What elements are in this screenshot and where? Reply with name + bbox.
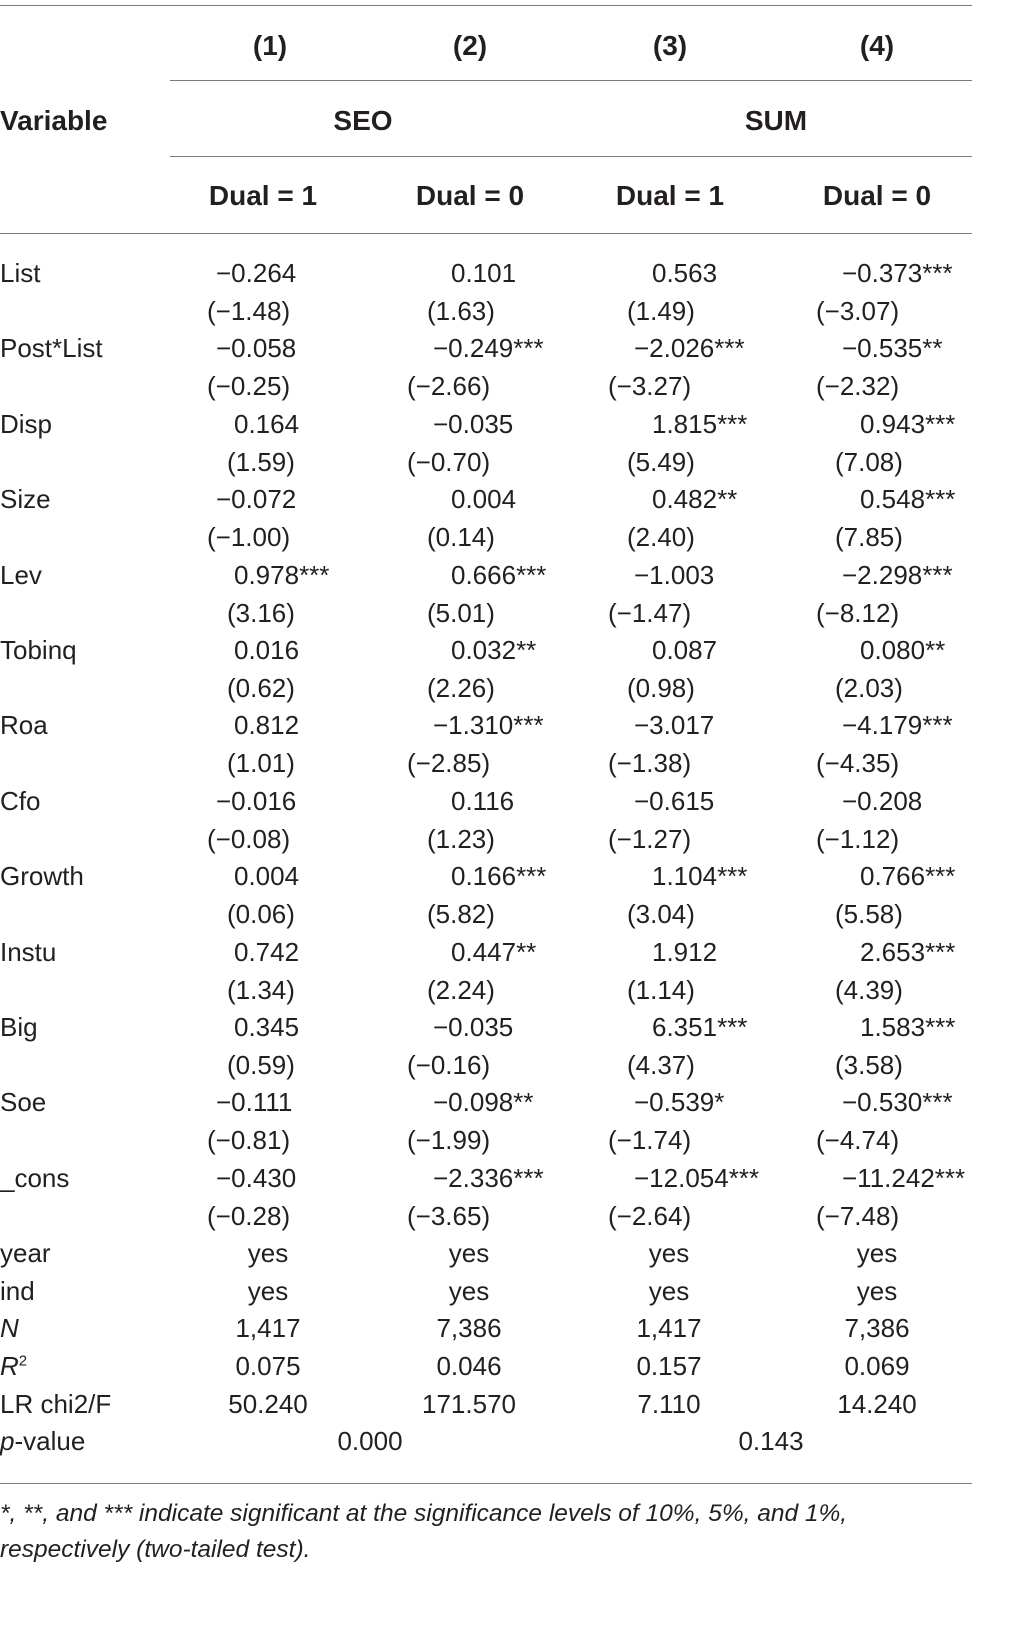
coefficient: −0.111 <box>216 1087 293 1118</box>
pvalue-sum: 0.143 <box>738 1426 804 1457</box>
coefficient: 0.166*** <box>451 861 547 892</box>
stat-value: 7,386 <box>844 1313 910 1344</box>
coefficient: −0.539* <box>634 1087 725 1118</box>
coefficient: −11.242*** <box>842 1162 966 1193</box>
coefficient: −1.310*** <box>433 710 544 741</box>
coefficient: 0.080** <box>860 635 946 665</box>
stat-value: 7,386 <box>436 1313 502 1344</box>
stat-value: 0.069 <box>844 1351 910 1381</box>
coefficient: 1.583*** <box>860 1012 956 1042</box>
t-statistic: (−4.74) <box>816 1125 900 1156</box>
row-label: Roa <box>0 710 48 741</box>
coefficient: −0.058 <box>216 333 297 364</box>
stat-value: yes <box>648 1275 690 1306</box>
coefficient: 0.164 <box>234 408 300 439</box>
t-statistic: (−4.35) <box>816 748 900 779</box>
stat-label: ind <box>0 1275 35 1306</box>
coefficient: −0.530*** <box>842 1087 953 1118</box>
subgroup-header-3: Dual = 1 <box>615 180 725 211</box>
coefficient: 0.812 <box>234 710 300 741</box>
t-statistic: (5.58) <box>835 899 903 930</box>
t-statistic: (−0.81) <box>207 1125 291 1156</box>
row-label: Growth <box>0 861 84 892</box>
stat-value: yes <box>448 1238 490 1269</box>
coefficient: −0.016 <box>216 785 297 816</box>
t-statistic: (−2.66) <box>407 371 491 402</box>
model-number-1: (1) <box>252 30 288 61</box>
t-statistic: (−2.32) <box>816 371 900 402</box>
stat-value: 0.075 <box>235 1351 301 1381</box>
coefficient: 0.004 <box>234 861 300 892</box>
coefficient: 0.943*** <box>860 408 956 439</box>
t-statistic: (−1.38) <box>608 748 692 779</box>
t-statistic: (−2.64) <box>608 1200 692 1231</box>
t-statistic: (0.62) <box>227 673 295 703</box>
top-rule <box>0 5 972 6</box>
stat-value: yes <box>247 1275 289 1306</box>
row-label: Disp <box>0 408 53 439</box>
row-label: Tobinq <box>0 635 77 665</box>
t-statistic: (−1.48) <box>207 296 291 326</box>
stat-label: N <box>0 1313 19 1344</box>
row-label: Big <box>0 1012 38 1042</box>
coefficient: −0.035 <box>433 408 514 439</box>
t-statistic: (2.24) <box>427 974 495 1005</box>
t-statistic: (0.98) <box>627 673 695 703</box>
stat-value: yes <box>856 1238 898 1269</box>
stat-value: 0.157 <box>636 1351 702 1381</box>
t-statistic: (1.01) <box>227 748 295 779</box>
coefficient: 0.116 <box>451 785 515 816</box>
subgroup-header-4: Dual = 0 <box>822 180 932 211</box>
stat-value: 171.570 <box>422 1388 516 1419</box>
t-statistic: (2.40) <box>627 522 695 553</box>
pvalue-label <box>0 1426 86 1457</box>
coefficient: 6.351*** <box>652 1012 748 1042</box>
coefficient: −2.026*** <box>634 333 745 364</box>
t-statistic: (−0.08) <box>207 823 291 854</box>
t-statistic: (−0.28) <box>207 1200 291 1231</box>
coefficient: 0.742 <box>234 936 300 967</box>
t-statistic: (−3.65) <box>407 1200 491 1231</box>
t-statistic: (5.82) <box>427 899 495 930</box>
t-statistic: (−3.27) <box>608 371 692 402</box>
coefficient: 0.016 <box>234 635 300 665</box>
t-statistic: (−0.25) <box>207 371 291 402</box>
t-statistic: (7.85) <box>835 522 903 553</box>
pvalue-label-p: p <box>0 1426 15 1457</box>
t-statistic: (−1.00) <box>207 522 291 553</box>
t-statistic: (0.06) <box>227 899 295 930</box>
t-statistic: (4.39) <box>835 974 903 1005</box>
stat-value: yes <box>247 1238 289 1269</box>
group-header-sum: SUM <box>744 105 808 136</box>
t-statistic: (2.03) <box>835 673 903 703</box>
t-statistic: (−1.12) <box>816 823 900 854</box>
t-statistic: (1.59) <box>227 446 295 477</box>
coefficient: −0.072 <box>216 484 297 515</box>
coefficient: 0.978*** <box>234 559 330 590</box>
stat-label: year <box>0 1238 51 1269</box>
t-statistic: (3.58) <box>835 1050 903 1080</box>
coefficient: 0.004 <box>451 484 517 515</box>
row-label: Lev <box>0 559 42 590</box>
t-statistic: (7.08) <box>835 446 903 477</box>
t-statistic: (−1.27) <box>608 823 692 854</box>
pvalue-seo: 0.000 <box>337 1426 403 1457</box>
coefficient: 1.104*** <box>652 861 748 892</box>
coefficient: −0.035 <box>433 1012 514 1042</box>
stat-value: 50.240 <box>228 1388 308 1419</box>
stat-label: LR chi2/F <box>0 1388 112 1419</box>
t-statistic: (−7.48) <box>816 1200 900 1231</box>
coefficient: −0.264 <box>216 258 297 288</box>
header-rule-2 <box>170 156 972 157</box>
bottom-rule <box>0 1483 972 1484</box>
r-squared-superscript: 2 <box>18 1352 28 1370</box>
coefficient: −0.535** <box>842 333 943 364</box>
stat-label <box>0 1353 27 1379</box>
t-statistic: (−1.47) <box>608 597 692 628</box>
t-statistic: (−1.99) <box>407 1125 491 1156</box>
t-statistic: (1.23) <box>427 823 495 854</box>
subgroup-header-2: Dual = 0 <box>415 180 525 211</box>
footnote-line-2: respectively (two-tailed test). <box>0 1536 311 1563</box>
footnote-line-1: *, **, and *** indicate significant at the significance levels of 10%, 5%, and 1%, <box>0 1500 848 1527</box>
variable-header: Variable <box>0 105 108 136</box>
stat-value: 14.240 <box>837 1388 917 1419</box>
model-number-4: (4) <box>859 30 895 61</box>
pvalue-label-suffix: -value <box>14 1426 86 1457</box>
stat-value: 7.110 <box>637 1388 701 1419</box>
row-label: Soe <box>0 1087 47 1118</box>
coefficient: −0.208 <box>842 785 923 816</box>
coefficient: −2.336*** <box>433 1162 544 1193</box>
coefficient: 1.912 <box>652 936 718 967</box>
row-label: Size <box>0 484 51 515</box>
coefficient: 0.666*** <box>451 559 547 590</box>
t-statistic: (−8.12) <box>816 597 900 628</box>
row-label: Cfo <box>0 785 41 816</box>
stat-value: 1,417 <box>235 1313 301 1344</box>
coefficient: −0.430 <box>216 1162 297 1193</box>
coefficient: −0.098** <box>433 1087 534 1118</box>
coefficient: 0.482** <box>652 484 738 515</box>
coefficient: 1.815*** <box>652 408 748 439</box>
t-statistic: (1.49) <box>627 296 695 326</box>
row-label: Instu <box>0 936 57 967</box>
t-statistic: (3.04) <box>627 899 695 930</box>
coefficient: 0.563 <box>652 258 718 288</box>
coefficient: 0.101 <box>451 258 517 288</box>
stat-value: yes <box>856 1275 898 1306</box>
coefficient: 0.447** <box>451 936 537 967</box>
coefficient: −1.003 <box>634 559 715 590</box>
t-statistic: (−2.85) <box>407 748 491 779</box>
t-statistic: (5.01) <box>427 597 495 628</box>
t-statistic: (5.49) <box>627 446 695 477</box>
t-statistic: (1.34) <box>227 974 295 1005</box>
subgroup-header-1: Dual = 1 <box>208 180 318 211</box>
row-label: List <box>0 258 41 288</box>
coefficient: −0.249*** <box>433 333 544 364</box>
r-squared-label: R <box>0 1351 19 1381</box>
model-number-2: (2) <box>452 30 488 61</box>
t-statistic: (0.59) <box>227 1050 295 1080</box>
coefficient: −0.373*** <box>842 258 953 288</box>
t-statistic: (−3.07) <box>816 296 900 326</box>
coefficient: −0.615 <box>634 785 715 816</box>
t-statistic: (4.37) <box>627 1050 695 1080</box>
row-label: _cons <box>0 1162 70 1193</box>
t-statistic: (−1.74) <box>608 1125 692 1156</box>
coefficient: −2.298*** <box>842 559 953 590</box>
t-statistic: (0.14) <box>427 522 495 553</box>
header-rule-1 <box>170 80 972 81</box>
stat-value: yes <box>448 1275 490 1306</box>
coefficient: −3.017 <box>634 710 715 741</box>
coefficient: 0.766*** <box>860 861 956 892</box>
row-label: Post*List <box>0 333 103 364</box>
coefficient: −12.054*** <box>634 1162 760 1193</box>
t-statistic: (1.14) <box>627 974 695 1005</box>
t-statistic: (2.26) <box>427 673 495 703</box>
coefficient: 0.032** <box>451 635 537 665</box>
coefficient: −4.179*** <box>842 710 953 741</box>
coefficient: 0.548*** <box>860 484 956 515</box>
model-number-3: (3) <box>652 30 688 61</box>
coefficient: 0.087 <box>652 635 718 665</box>
coefficient: 2.653*** <box>860 936 956 967</box>
t-statistic: (−0.16) <box>407 1050 491 1080</box>
group-header-seo: SEO <box>333 105 393 136</box>
stat-value: 1,417 <box>636 1313 702 1344</box>
stat-value: 0.046 <box>436 1351 502 1381</box>
coefficient: 0.345 <box>234 1012 300 1042</box>
stat-value: yes <box>648 1238 690 1269</box>
t-statistic: (−0.70) <box>407 446 491 477</box>
t-statistic: (1.63) <box>427 296 495 326</box>
t-statistic: (3.16) <box>227 597 295 628</box>
header-bottom-rule <box>0 233 972 234</box>
